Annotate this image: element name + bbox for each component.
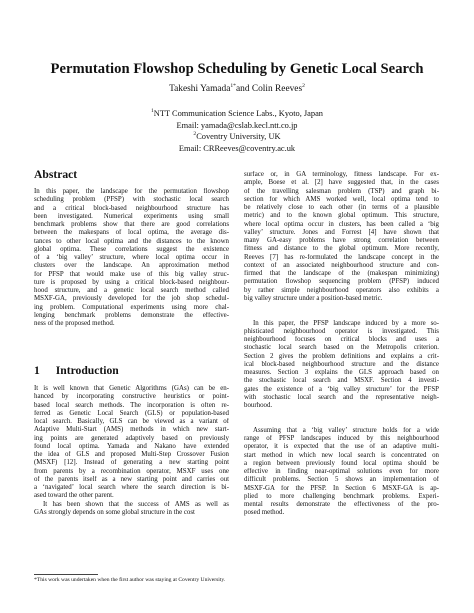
section-number: 1	[34, 364, 40, 377]
text-line: the idea of GLS and proposed Multi-Step Crossover Fusion	[34, 451, 229, 458]
text-line: ased toward the other parent.	[34, 492, 114, 500]
text-line: clusters over the landscape. An approximation method	[34, 262, 229, 270]
abstract-body	[34, 188, 229, 328]
text-line: posed method.	[244, 509, 285, 517]
text-line: effective in finding near-optimal solutions even for more	[244, 468, 439, 476]
affiliation-line: $^2$Coventry University, UK	[193, 131, 281, 142]
text-line: lenging benchmark problems demonstrate the effective-	[34, 311, 229, 319]
text-line: Reeves [7] has re-formulated the landscape concept in the	[244, 253, 439, 261]
text-line: found local optima. Yamada and Nakano have extended	[34, 442, 229, 450]
text-line: been investigated. Numerical experiments using small	[34, 212, 229, 220]
text-line: operator, it is expected that the use of an adaptive multi-	[244, 443, 439, 451]
text-line: from parents by a recombination operator, MSXF uses one	[34, 467, 229, 475]
introduction-heading	[34, 364, 119, 377]
footnote-rule	[34, 574, 98, 575]
paragraph-gap	[244, 419, 439, 427]
text-line: ing points are generated adaptively based on previously	[34, 434, 229, 442]
text-line: stochastic local search based on the Metropolis criterion.	[244, 344, 439, 352]
text-line: a region between previously found local optima should be	[244, 459, 439, 467]
text-line: gates the existence of a ‘big valley structure’ for the PFSP	[244, 385, 439, 393]
right-column	[244, 171, 439, 518]
section-title: Introduction	[55, 364, 119, 377]
text-line: a ‘navigated’ local search where the search direction is bi-	[34, 484, 229, 491]
text-line: It is well known that Genetic Algorithms (GAs) can be en-	[34, 385, 229, 392]
text-line: based local search methods. The incorporation is often re-	[34, 401, 229, 409]
text-line: with stochastic local search and the representative neigh-	[244, 393, 439, 401]
text-line: hanced by incorporating constructive heuristics or point-	[34, 393, 229, 401]
text-line: fitness and distance to the global optimum. More recently,	[244, 245, 439, 253]
abstract-heading: Abstract	[34, 168, 78, 181]
text-line: between the makespans of local optima, the average dis-	[34, 229, 229, 237]
text-line: by rather simple neighbourhood operators also exhibits a	[244, 286, 439, 294]
text-line: In this paper, the landscape for the permutation flowshop	[34, 188, 229, 195]
affiliation-line: Email: CRReeves@coventry.ac.uk	[178, 143, 296, 153]
text-line: It has been shown that the success of AMS as well as	[43, 500, 229, 508]
text-line: scheduling problem (PFSP) with stochastic local search	[34, 196, 229, 204]
text-line: Section 2 gives the problem definitions and explains a crit-	[244, 352, 439, 360]
text-line: In this paper, the PFSP landscape induced by a more so-	[253, 319, 439, 327]
text-line: permutation flowshop sequencing problem (PFSP) induced	[244, 278, 439, 286]
text-line: global optima. These correlations suggest the existence	[34, 245, 229, 253]
footnote: *This work was undertaken when the first author was staying at Coventry University.	[34, 577, 226, 583]
text-line: neighbourhood focuses on critical blocks and uses a	[244, 336, 439, 344]
text-line: be relatively close to each other (in terms of a plausible	[244, 204, 439, 211]
author-and: and	[235, 84, 250, 94]
text-line: context of an associated neighbourhood structure and con-	[244, 261, 439, 269]
text-line: range of PFSP landscapes induced by this neighbourhood	[244, 435, 439, 443]
paragraph-gap	[244, 410, 439, 418]
author-1: Takeshi Yamada	[169, 84, 231, 94]
text-line: ample, Boese et al. [2] have suggested that, in the cases	[244, 179, 439, 187]
paragraph-gap	[244, 303, 439, 311]
text-line: mental results demonstrate the effectiveness of the pro-	[244, 501, 439, 509]
affiliations	[0, 108, 474, 154]
text-line: Adaptive Multi-Start (AMS) methods in which new start-	[34, 426, 229, 434]
text-line: phisticated neighbourhood operator is investigated. This	[244, 327, 439, 335]
text-line: hood structure, and a genetic local search method called	[34, 287, 229, 294]
text-line: MSXF-GA for the PFSP. In Section 6 MSXF-GA is ap-	[244, 484, 439, 492]
text-line: (MSXF) [12]. Instead of generating a new starting point	[34, 459, 229, 467]
text-line: benchmark problems show that there are good correlations	[34, 221, 229, 228]
paragraph-gap	[244, 311, 439, 319]
text-line: valley’ structure. Jones and Forrest [4] have shown that	[244, 228, 439, 236]
affiliation-line: Email: yamada@cslab.kecl.ntt.co.jp	[176, 120, 298, 130]
text-line: ing problem. Computational experiments using more chal-	[34, 303, 229, 311]
text-line: for PFSP that would make use of this big valley struc-	[34, 270, 229, 278]
text-line: the stochastic local search and MSXF. Section 4 investi-	[244, 377, 439, 385]
author-2-mark: 2	[302, 82, 305, 89]
text-line: of the parents itself as a new starting point and carries out	[34, 475, 229, 483]
text-line: surface or, in GA terminology, fitness landscape. For ex-	[244, 171, 439, 178]
paper-title: Permutation Flowshop Scheduling by Genetic Local Search	[50, 61, 424, 77]
text-line: local search. Basically, GLS can be viewed as a variant of	[34, 418, 229, 425]
text-line: section for which AMS worked well, local optima tend to	[244, 195, 439, 203]
text-line: firmed that the landscape of the (makespan minimizing)	[244, 270, 439, 277]
author-line	[0, 84, 474, 94]
text-line: GAs strongly depends on some global structure in the cost	[34, 508, 195, 516]
text-line: MSXF-GA, previously developed for the job shop schedul-	[34, 295, 229, 303]
text-line: bourhood.	[244, 402, 273, 410]
text-line: ness of the proposed method.	[34, 320, 115, 327]
text-line: where local optima occur in clusters, has been called a ‘big	[244, 220, 439, 228]
author-1-mark: 1*	[230, 82, 236, 89]
text-line: difficult problems. Section 5 shows an implementation of	[244, 476, 439, 484]
text-line: ture is proposed by using a critical block-based neighbour-	[34, 278, 229, 286]
text-line: start method in which new local search is concentrated on	[244, 451, 439, 459]
text-line: measures. Section 3 explains the GLS approach based on	[244, 369, 439, 377]
text-line: big valley structure under a position-based metric.	[244, 294, 383, 302]
text-line: tances to other local optima and the distances to the known	[34, 237, 229, 245]
text-line: of the travelling salesman problem (TSP) and graph bi-	[244, 187, 439, 195]
text-line: ferred as Genetic Local Search (GLS) or population-based	[34, 409, 229, 417]
introduction-body	[34, 385, 229, 517]
author-2: Colin Reeves	[251, 84, 303, 94]
text-line: metric) and to the known global optimum. This structure,	[244, 212, 439, 220]
affiliation-line: $^1$NTT Communication Science Labs., Kyoto, Japan	[151, 108, 323, 118]
text-line: of a ‘big valley’ structure, where local optima occur in	[34, 254, 229, 261]
text-line: plied to more challenging benchmark problems. Experi-	[244, 492, 439, 500]
text-line: ical block-based neighbourhood structure and the distance	[244, 360, 439, 368]
text-line: and a critical block-based neighbourhood structure has	[34, 204, 229, 212]
text-line: many GA-easy problems have strong correlation between	[244, 237, 439, 244]
text-line: Assuming that a ‘big valley’ structure holds for a wide	[253, 426, 439, 434]
